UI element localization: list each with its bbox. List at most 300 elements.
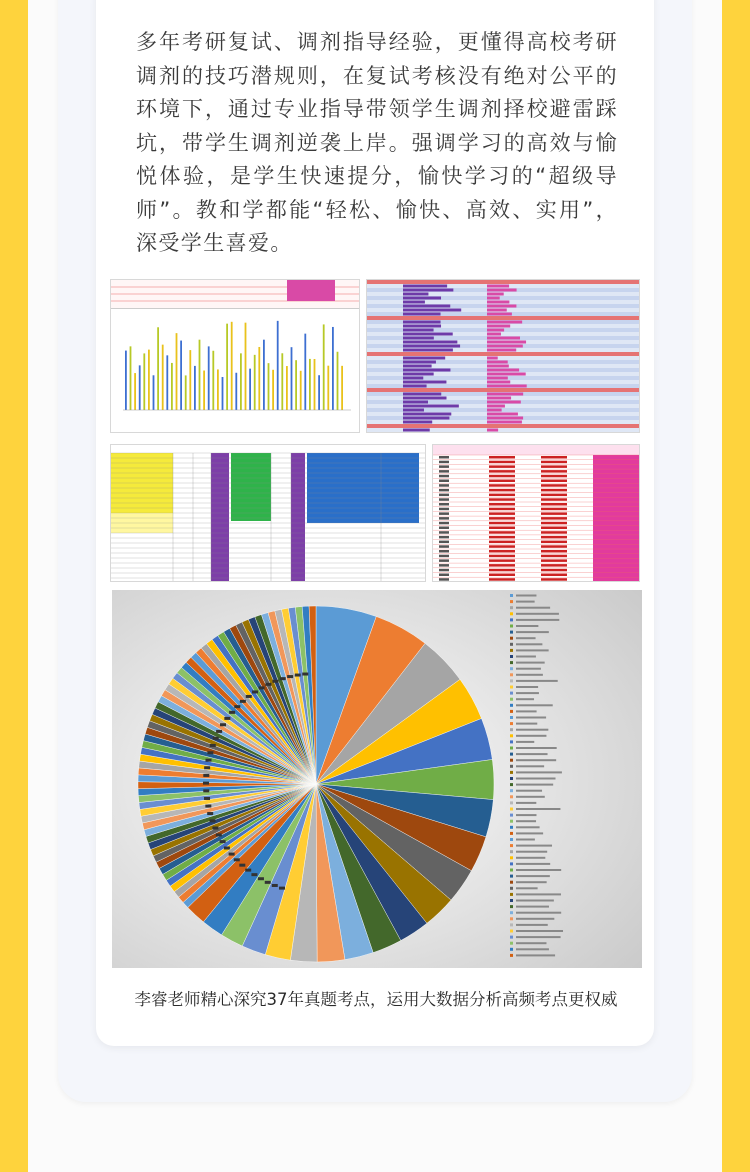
- legend-text: [516, 741, 534, 743]
- table-image-1: [367, 280, 639, 432]
- cell-text: [489, 517, 515, 520]
- pie-label-marker: [280, 677, 286, 680]
- pie-label-marker: [220, 723, 226, 726]
- pie-label-marker: [216, 730, 222, 733]
- cell-text: [541, 512, 567, 515]
- cell-text: [489, 550, 515, 553]
- table-screenshot-2: [110, 444, 426, 582]
- cell-text: [541, 555, 567, 558]
- cell-text: [489, 578, 515, 581]
- legend-text: [516, 924, 548, 926]
- legend-text: [516, 723, 537, 725]
- cell-text: [541, 503, 567, 506]
- legend-swatch: [510, 832, 513, 835]
- cell-text: [541, 550, 567, 553]
- pie-label-marker: [265, 683, 271, 686]
- cell-text: [439, 503, 449, 506]
- cell-text: [439, 470, 449, 473]
- legend-text: [516, 668, 541, 670]
- table-bar: [403, 301, 425, 304]
- thumb-bar: [199, 340, 201, 410]
- legend-text: [516, 692, 539, 694]
- legend-swatch: [510, 795, 513, 798]
- right-yellow-border: [722, 0, 750, 1172]
- legend-text: [516, 765, 544, 767]
- legend-swatch: [510, 930, 513, 933]
- pie-label-marker: [204, 797, 210, 800]
- pie-label-marker: [251, 873, 257, 876]
- cell-text: [489, 503, 515, 506]
- legend-text: [516, 900, 554, 902]
- table-bar: [487, 329, 504, 332]
- table-bar: [487, 313, 512, 316]
- pie-label-marker: [234, 858, 240, 861]
- thumb-bar: [130, 346, 132, 410]
- table-image-2: [111, 445, 425, 581]
- cell-text: [541, 578, 567, 581]
- table-bar: [487, 337, 520, 340]
- table-bar: [487, 413, 518, 416]
- pie-label-marker: [205, 805, 211, 808]
- cell-text: [541, 541, 567, 544]
- legend-swatch: [510, 869, 513, 872]
- pie-label-marker: [229, 853, 235, 856]
- legend-swatch: [510, 612, 513, 615]
- pie-label-marker: [212, 827, 218, 830]
- legend-text: [516, 906, 549, 908]
- thumb-bar: [185, 375, 187, 410]
- thumb-bar: [231, 322, 233, 410]
- cell-text: [439, 569, 449, 572]
- legend-text: [516, 863, 550, 865]
- cell-text: [439, 475, 449, 478]
- table-bar: [403, 377, 423, 380]
- legend-swatch: [510, 594, 513, 597]
- table-bar: [403, 305, 450, 308]
- legend-text: [516, 893, 561, 895]
- pie-label-marker: [224, 847, 230, 850]
- table-bar: [487, 373, 526, 376]
- legend-text: [516, 820, 536, 822]
- pie-label-marker: [216, 833, 222, 836]
- thumb-bar: [314, 359, 316, 410]
- cell-text: [439, 522, 449, 525]
- thumb-bar: [304, 334, 306, 410]
- thumb-bar: [245, 323, 247, 410]
- cell-text: [489, 475, 515, 478]
- legend-swatch: [510, 887, 513, 890]
- table-bar: [403, 405, 459, 408]
- thumb-bar: [309, 359, 311, 410]
- table-row: [367, 316, 639, 320]
- cell-text: [541, 531, 567, 534]
- legend-text: [516, 912, 561, 914]
- legend-text: [516, 747, 557, 749]
- thumb-bar: [203, 371, 205, 410]
- thumb-bar: [162, 345, 164, 410]
- legend-swatch: [510, 673, 513, 676]
- table-bar: [403, 289, 453, 292]
- legend-swatch: [510, 649, 513, 652]
- table-bar: [403, 321, 441, 324]
- legend-swatch: [510, 686, 513, 689]
- legend-text: [516, 851, 547, 853]
- legend-swatch: [510, 661, 513, 664]
- legend-text: [516, 942, 546, 944]
- legend-text: [516, 710, 537, 712]
- table-bar: [403, 297, 441, 300]
- legend-swatch: [510, 881, 513, 884]
- cell-text: [489, 531, 515, 534]
- cell-text: [541, 480, 567, 483]
- thumb-bar: [254, 355, 256, 410]
- legend-text: [516, 753, 548, 755]
- cell-text: [541, 489, 567, 492]
- thumb-bar: [166, 355, 168, 410]
- table-row: [367, 388, 639, 392]
- legend-text: [516, 717, 546, 719]
- legend-swatch: [510, 734, 513, 737]
- cell-text: [489, 527, 515, 530]
- thumb-bar: [176, 333, 178, 410]
- table-image-3: [433, 445, 639, 581]
- legend-swatch: [510, 820, 513, 823]
- thumb-bar: [286, 366, 288, 410]
- legend-text: [516, 735, 546, 737]
- table-bar: [403, 361, 436, 364]
- thumb-bar: [240, 353, 242, 410]
- legend-text: [516, 796, 545, 798]
- table-row: [367, 280, 639, 284]
- pie-label-marker: [252, 690, 258, 693]
- table-bar: [487, 301, 509, 304]
- pie-chart-screenshot: [112, 590, 642, 968]
- cell-text: [439, 559, 449, 562]
- cell-text: [541, 569, 567, 572]
- legend-text: [516, 643, 542, 645]
- table-bar: [403, 357, 445, 360]
- table-bar: [403, 413, 451, 416]
- table-bar: [403, 421, 432, 424]
- legend-swatch: [510, 917, 513, 920]
- pie-label-marker: [210, 744, 216, 747]
- pie-label-marker: [205, 759, 211, 762]
- table-bar: [487, 333, 501, 336]
- cell-text: [489, 522, 515, 525]
- legend-text: [516, 637, 536, 639]
- cell-text: [439, 498, 449, 501]
- thumb-bar: [235, 373, 237, 410]
- legend-swatch: [510, 826, 513, 829]
- table-bar: [487, 393, 523, 396]
- pie-label-marker: [203, 774, 209, 777]
- legend-swatch: [510, 783, 513, 786]
- pie-label-marker: [302, 673, 308, 676]
- table-bar: [487, 357, 498, 360]
- legend-text: [516, 698, 534, 700]
- cell-text: [439, 512, 449, 515]
- legend-text: [516, 759, 556, 761]
- cell-text: [439, 574, 449, 577]
- thumb-bar: [171, 363, 173, 410]
- table-bar: [487, 297, 500, 300]
- table-bar: [487, 349, 516, 352]
- pie-label-marker: [229, 711, 235, 714]
- table-bar: [403, 285, 447, 288]
- table-bar: [403, 329, 434, 332]
- legend-swatch: [510, 844, 513, 847]
- legend-swatch: [510, 808, 513, 811]
- thumb-bar: [332, 327, 334, 410]
- cell-text: [489, 541, 515, 544]
- table-bar: [487, 321, 522, 324]
- pie-label-marker: [220, 840, 226, 843]
- caption: 李睿老师精心深究37年真题考点，运用大数据分析高频考点更权威: [134, 990, 618, 1009]
- cell-text: [489, 564, 515, 567]
- pie-label-marker: [295, 674, 301, 677]
- thumb-bar: [139, 365, 141, 410]
- thumb-bar: [143, 353, 145, 410]
- legend-swatch: [510, 923, 513, 926]
- cell-text: [439, 517, 449, 520]
- thumb-bar: [258, 347, 260, 410]
- cell-text: [439, 555, 449, 558]
- legend-swatch: [510, 893, 513, 896]
- legend-swatch: [510, 814, 513, 817]
- legend-swatch: [510, 856, 513, 859]
- table-bar: [487, 325, 510, 328]
- table-bar: [403, 381, 446, 384]
- table-bar: [403, 369, 450, 372]
- cell-text: [439, 531, 449, 534]
- pie-label-marker: [265, 881, 271, 884]
- legend-swatch: [510, 692, 513, 695]
- thumb-bar: [277, 321, 279, 410]
- cell-text: [439, 456, 449, 459]
- thumb-bar: [291, 347, 293, 410]
- table-screenshot-3: [432, 444, 640, 582]
- pie-label-marker: [272, 680, 278, 683]
- thumb-bar: [263, 340, 265, 410]
- table-bar: [403, 393, 441, 396]
- legend-text: [516, 607, 550, 609]
- thumb-bar: [300, 371, 302, 410]
- table-bar: [487, 401, 521, 404]
- table-bar: [487, 397, 511, 400]
- thumb-bar: [327, 366, 329, 410]
- legend-swatch: [510, 954, 513, 957]
- legend-text: [516, 802, 536, 804]
- table-bar: [403, 349, 453, 352]
- table-bar: [487, 417, 523, 420]
- thumb-bar: [148, 350, 150, 410]
- pie-label-marker: [259, 686, 265, 689]
- table-bar: [487, 341, 526, 344]
- legend-text: [516, 771, 562, 773]
- pie-label-marker: [213, 737, 219, 740]
- table-row: [367, 424, 639, 428]
- legend-swatch: [510, 643, 513, 646]
- legend-swatch: [510, 862, 513, 865]
- thumb-bar: [249, 369, 251, 410]
- table-screenshot-1: [366, 279, 640, 433]
- table-bar: [403, 417, 449, 420]
- cell-text: [439, 550, 449, 553]
- legend-text: [516, 631, 549, 633]
- legend-text: [516, 649, 549, 651]
- pie-label-marker: [272, 884, 278, 887]
- pie-label-marker: [279, 887, 285, 890]
- table-bar: [487, 293, 504, 296]
- legend-swatch: [510, 936, 513, 939]
- thumb-bar: [180, 341, 182, 410]
- pie-label-marker: [204, 766, 210, 769]
- thumb-bar: [194, 366, 196, 410]
- pie-label-marker: [224, 717, 230, 720]
- legend-text: [516, 601, 535, 603]
- legend-text: [516, 680, 558, 682]
- cell-text: [489, 470, 515, 473]
- cell-text: [541, 559, 567, 562]
- table-bar: [403, 309, 461, 312]
- legend-swatch: [510, 600, 513, 603]
- table-bar: [487, 405, 505, 408]
- pie-label-marker: [239, 864, 245, 867]
- cell-text: [541, 461, 567, 464]
- legend-swatch: [510, 667, 513, 670]
- legend-swatch: [510, 679, 513, 682]
- pie-chart-image: [112, 590, 642, 968]
- legend-swatch: [510, 728, 513, 731]
- cell-text: [489, 555, 515, 558]
- thumb-bar: [212, 351, 214, 410]
- legend-swatch: [510, 606, 513, 609]
- legend-text: [516, 674, 543, 676]
- cell-text: [439, 480, 449, 483]
- legend-text: [516, 790, 542, 792]
- legend-text: [516, 918, 554, 920]
- bar-chart-screenshot: [110, 279, 360, 433]
- thumb-bar: [295, 360, 297, 410]
- cell-text: [439, 527, 449, 530]
- legend-text: [516, 869, 561, 871]
- legend-text: [516, 778, 556, 780]
- legend-text: [516, 729, 548, 731]
- legend-swatch: [510, 948, 513, 951]
- thumb-bar: [341, 366, 343, 410]
- legend-swatch: [510, 899, 513, 902]
- cell-text: [489, 569, 515, 572]
- table-bar: [403, 401, 428, 404]
- table-bar: [487, 289, 517, 292]
- cell-text: [489, 574, 515, 577]
- cell-text: [541, 536, 567, 539]
- legend-text: [516, 875, 550, 877]
- legend-swatch: [510, 801, 513, 804]
- table-bar: [487, 429, 498, 432]
- legend-text: [516, 936, 561, 938]
- table-bar: [403, 373, 434, 376]
- legend-text: [516, 839, 535, 841]
- table-bar: [403, 341, 457, 344]
- cell-text: [489, 545, 515, 548]
- table-bar: [403, 397, 446, 400]
- cell-text: [439, 578, 449, 581]
- legend-swatch: [510, 710, 513, 713]
- thumb-bar: [157, 327, 159, 410]
- table-bar: [403, 337, 434, 340]
- legend-text: [516, 954, 555, 956]
- legend-swatch: [510, 698, 513, 701]
- cell-text: [439, 465, 449, 468]
- cell-text: [541, 522, 567, 525]
- legend-swatch: [510, 740, 513, 743]
- legend-swatch: [510, 753, 513, 756]
- table-bar: [403, 313, 441, 316]
- thumb-bar: [189, 350, 191, 410]
- legend-swatch: [510, 637, 513, 640]
- table-bar: [487, 409, 502, 412]
- cell-text: [439, 564, 449, 567]
- pie-label-marker: [240, 700, 246, 703]
- table-bar: [403, 429, 430, 432]
- cell-text: [439, 461, 449, 464]
- cell-text: [541, 574, 567, 577]
- table-bar: [403, 333, 453, 336]
- table-bar: [487, 285, 509, 288]
- cell-text: [489, 461, 515, 464]
- thumb-bar: [268, 363, 270, 410]
- legend-swatch: [510, 631, 513, 634]
- thumb-bar: [153, 375, 155, 410]
- cell-text: [489, 489, 515, 492]
- legend-swatch: [510, 655, 513, 658]
- legend-text: [516, 619, 559, 621]
- thumb-bar: [272, 370, 274, 410]
- legend-swatch: [510, 722, 513, 725]
- cell-text: [541, 545, 567, 548]
- thumb-bar: [337, 352, 339, 410]
- legend-swatch: [510, 765, 513, 768]
- table-bar: [487, 377, 508, 380]
- table-bar: [403, 345, 460, 348]
- legend-swatch: [510, 759, 513, 762]
- cell-text: [489, 559, 515, 562]
- legend-text: [516, 887, 538, 889]
- cell-text: [439, 541, 449, 544]
- pie-label-marker: [207, 812, 213, 815]
- cell-text: [541, 508, 567, 511]
- legend-text: [516, 832, 543, 834]
- legend-text: [516, 784, 553, 786]
- cell-text: [541, 494, 567, 497]
- legend-swatch: [510, 618, 513, 621]
- cell-text: [489, 508, 515, 511]
- legend-swatch: [510, 942, 513, 945]
- cell-text: [489, 494, 515, 497]
- legend-swatch: [510, 838, 513, 841]
- pie-label-marker: [203, 782, 209, 785]
- cell-text: [439, 545, 449, 548]
- thumb-bar: [208, 346, 210, 410]
- cell-text: [489, 465, 515, 468]
- pie-label-marker: [245, 869, 251, 872]
- table-bar: [487, 421, 522, 424]
- pie-label-marker: [207, 751, 213, 754]
- pie-label-marker: [234, 705, 240, 708]
- table-bar: [403, 385, 427, 388]
- cell-text: [541, 484, 567, 487]
